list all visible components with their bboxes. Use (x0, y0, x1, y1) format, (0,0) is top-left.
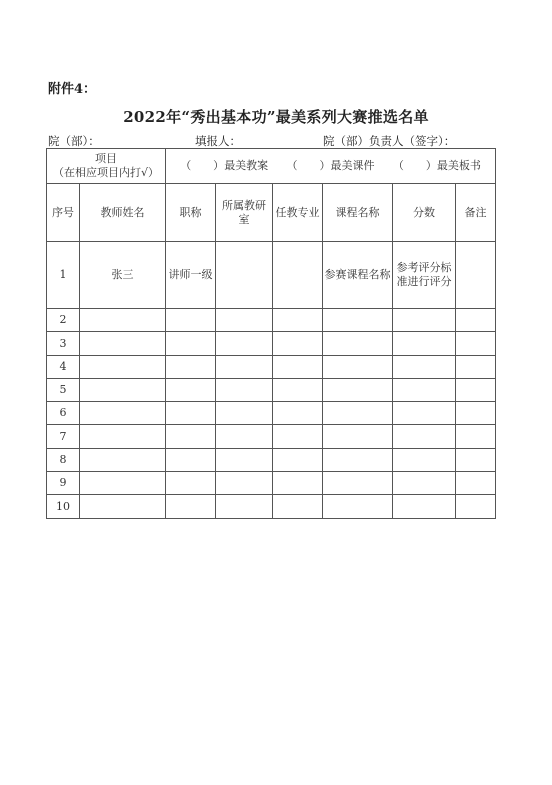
section-cell[interactable] (216, 448, 273, 471)
option-label: 最美板书 (436, 159, 481, 173)
filler-field-label: 填报人： (195, 134, 241, 148)
section-cell[interactable] (216, 242, 273, 309)
teacher-name-cell[interactable] (80, 402, 166, 425)
title-cell[interactable]: 讲师一级 (166, 242, 216, 309)
section-cell[interactable] (216, 355, 273, 378)
teacher-name-cell[interactable] (80, 495, 166, 518)
header-cell: 分数 (393, 184, 456, 242)
project-label-cell (47, 149, 166, 184)
title-cell[interactable] (166, 448, 216, 471)
score-cell[interactable]: 参考评分标准进行评分 (393, 242, 456, 309)
teacher-name-cell[interactable] (80, 425, 166, 448)
remark-cell[interactable] (456, 242, 496, 309)
section-cell[interactable] (216, 378, 273, 401)
project-row (47, 149, 496, 184)
option-checkbox[interactable]: （ ） (286, 159, 331, 173)
score-cell[interactable] (393, 495, 456, 518)
title-cell[interactable] (166, 495, 216, 518)
option-best-lesson-plan[interactable] (180, 159, 268, 173)
major-cell[interactable] (273, 425, 323, 448)
remark-cell[interactable] (456, 355, 496, 378)
major-cell[interactable] (273, 242, 323, 309)
title-cell[interactable] (166, 472, 216, 495)
remark-cell[interactable] (456, 309, 496, 332)
option-best-courseware[interactable] (287, 159, 375, 173)
major-cell[interactable] (273, 402, 323, 425)
option-label: 最美教案 (224, 159, 269, 173)
remark-cell[interactable] (456, 402, 496, 425)
header-cell: 备注 (456, 184, 496, 242)
table-row (47, 355, 496, 378)
section-cell[interactable] (216, 309, 273, 332)
course-name-cell[interactable]: 参赛课程名称 (323, 242, 393, 309)
major-cell[interactable] (273, 309, 323, 332)
header-cell: 教师姓名 (80, 184, 166, 242)
teacher-name-cell[interactable] (80, 448, 166, 471)
teacher-name-cell[interactable] (80, 355, 166, 378)
course-name-cell[interactable] (323, 472, 393, 495)
section-cell[interactable] (216, 495, 273, 518)
project-label: 项目 (95, 152, 117, 166)
table-row (47, 242, 496, 309)
course-name-cell[interactable] (323, 378, 393, 401)
project-instruction: （在相应项目内打√） (53, 166, 160, 179)
header-cell: 任教专业 (273, 184, 323, 242)
major-cell[interactable] (273, 448, 323, 471)
row-number: 5 (47, 378, 80, 401)
major-cell[interactable] (273, 378, 323, 401)
option-checkbox[interactable]: （ ） (180, 159, 225, 173)
remark-cell[interactable] (456, 472, 496, 495)
remark-cell[interactable] (456, 448, 496, 471)
score-cell[interactable] (393, 425, 456, 448)
row-number: 6 (47, 402, 80, 425)
score-cell[interactable] (393, 472, 456, 495)
section-cell[interactable] (216, 425, 273, 448)
row-number: 10 (47, 495, 80, 518)
title-cell[interactable] (166, 402, 216, 425)
major-cell[interactable] (273, 355, 323, 378)
table-row (47, 378, 496, 401)
title-cell[interactable] (166, 355, 216, 378)
section-cell[interactable] (216, 472, 273, 495)
score-cell[interactable] (393, 309, 456, 332)
header-cell: 序号 (47, 184, 80, 242)
teacher-name-cell[interactable]: 张三 (80, 242, 166, 309)
remark-cell[interactable] (456, 332, 496, 355)
course-name-cell[interactable] (323, 309, 393, 332)
course-name-cell[interactable] (323, 332, 393, 355)
score-cell[interactable] (393, 402, 456, 425)
head-signature-label: 院（部）负责人（签字）： (323, 134, 456, 148)
row-number: 8 (47, 448, 80, 471)
table-row (47, 332, 496, 355)
score-cell[interactable] (393, 378, 456, 401)
row-number: 7 (47, 425, 80, 448)
title-cell[interactable] (166, 378, 216, 401)
header-cell: 课程名称 (323, 184, 393, 242)
teacher-name-cell[interactable] (80, 472, 166, 495)
teacher-name-cell[interactable] (80, 309, 166, 332)
score-cell[interactable] (393, 332, 456, 355)
header-cell: 所属教研室 (216, 184, 273, 242)
teacher-name-cell[interactable] (80, 378, 166, 401)
attachment-label: 附件4： (48, 82, 97, 97)
major-cell[interactable] (273, 332, 323, 355)
table-row (47, 402, 496, 425)
project-options-cell (166, 149, 496, 184)
table-row (47, 472, 496, 495)
option-best-blackboard-writing[interactable] (393, 159, 481, 173)
major-cell[interactable] (273, 472, 323, 495)
remark-cell[interactable] (456, 425, 496, 448)
score-cell[interactable] (393, 448, 456, 471)
section-cell[interactable] (216, 332, 273, 355)
option-checkbox[interactable]: （ ） (392, 159, 437, 173)
table-row (47, 425, 496, 448)
course-name-cell[interactable] (323, 495, 393, 518)
row-number: 2 (47, 309, 80, 332)
row-number: 9 (47, 472, 80, 495)
major-cell[interactable] (273, 495, 323, 518)
section-cell[interactable] (216, 402, 273, 425)
title-cell[interactable] (166, 425, 216, 448)
header-row (47, 184, 496, 242)
teacher-name-cell[interactable] (80, 332, 166, 355)
score-cell[interactable] (393, 355, 456, 378)
title-cell[interactable] (166, 309, 216, 332)
title-cell[interactable] (166, 332, 216, 355)
remark-cell[interactable] (456, 378, 496, 401)
remark-cell[interactable] (456, 495, 496, 518)
document-title: 2022年“秀出基本功”最美系列大赛推选名单 (123, 108, 429, 126)
course-name-cell[interactable] (323, 355, 393, 378)
course-name-cell[interactable] (323, 402, 393, 425)
table-row (47, 495, 496, 518)
table-row (47, 448, 496, 471)
row-number: 3 (47, 332, 80, 355)
table-row (47, 309, 496, 332)
course-name-cell[interactable] (323, 448, 393, 471)
college-field-label: 院（部）： (48, 134, 100, 148)
row-number: 1 (47, 242, 80, 309)
row-number: 4 (47, 355, 80, 378)
course-name-cell[interactable] (323, 425, 393, 448)
header-cell: 职称 (166, 184, 216, 242)
nomination-table (46, 148, 496, 519)
option-label: 最美课件 (330, 159, 375, 173)
